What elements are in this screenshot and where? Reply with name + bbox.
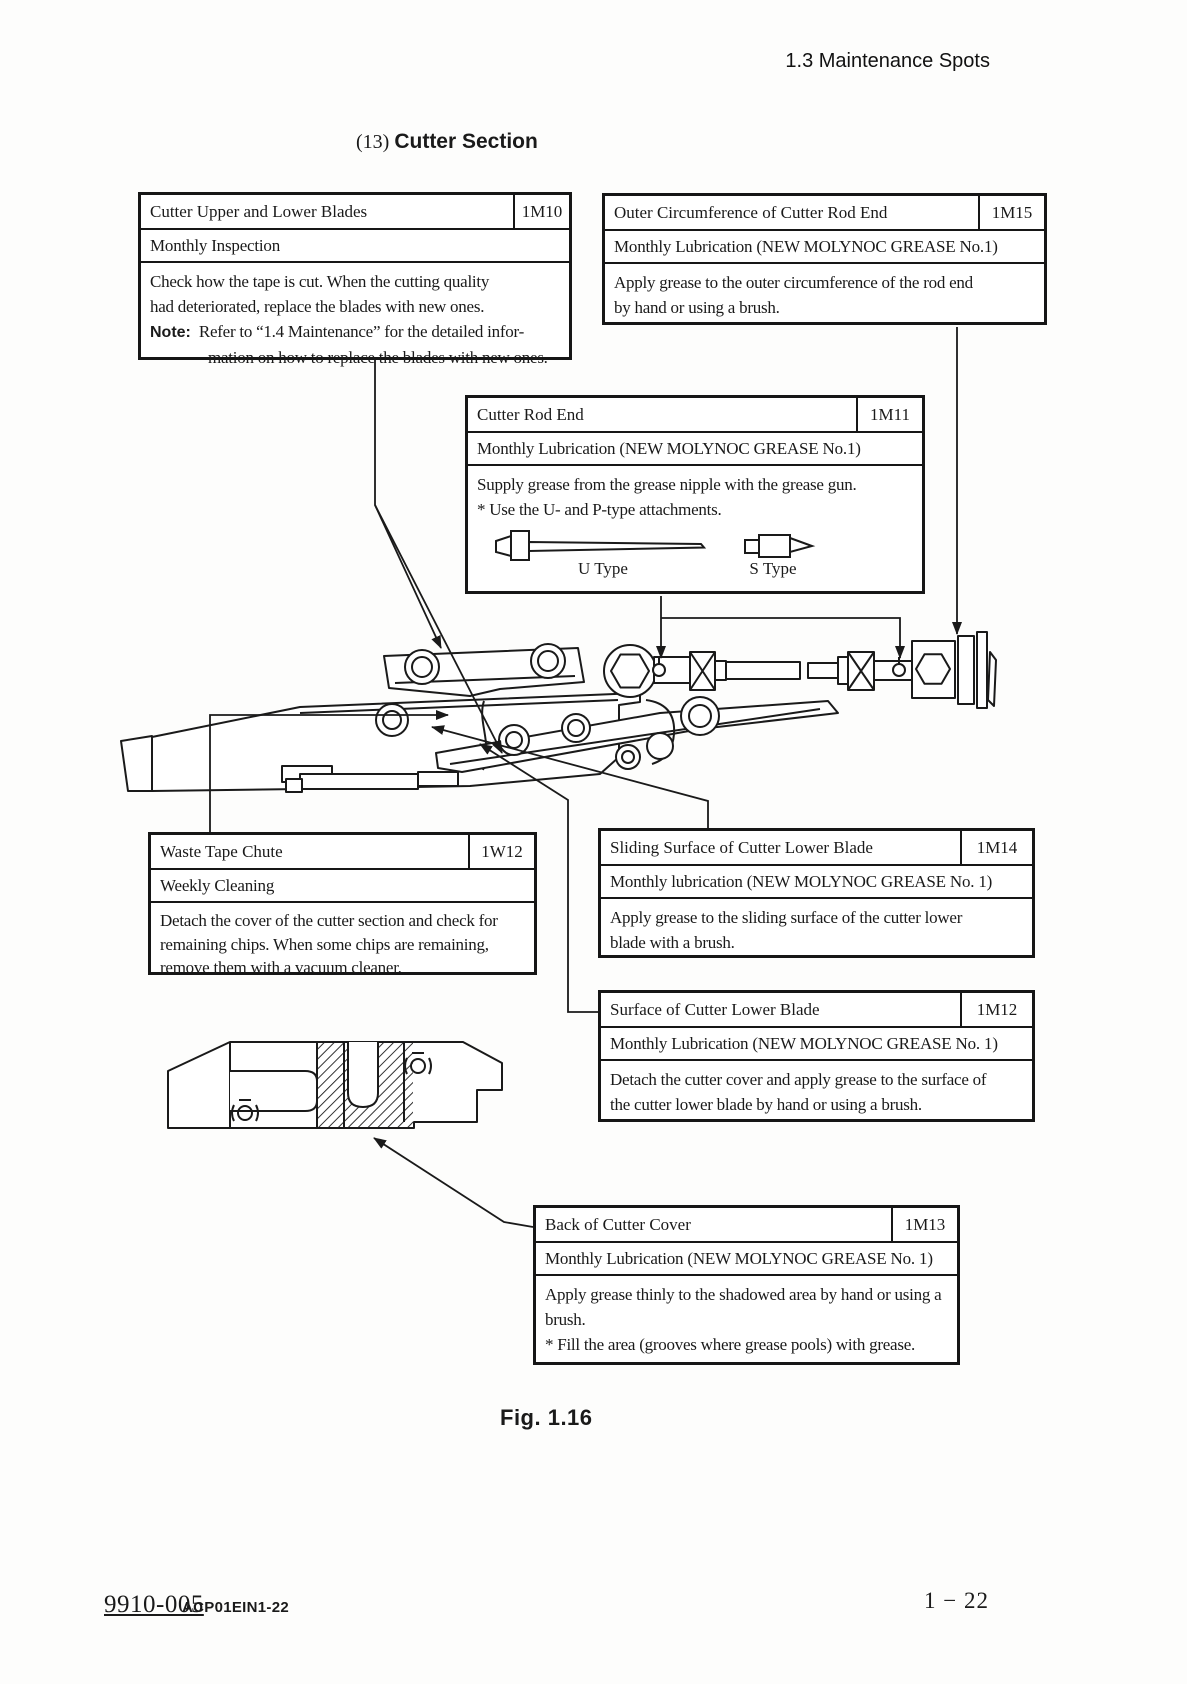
- body-line: Apply grease thinly to the shadowed area by hand or using a: [545, 1285, 942, 1304]
- box-schedule: Monthly Lubrication (NEW MOLYNOC GREASE No. 1): [536, 1243, 957, 1276]
- body-line: Check how the tape is cut. When the cutting quality: [150, 272, 490, 291]
- box-body: [605, 264, 1044, 324]
- body-line: Supply grease from the grease nipple with the grease gun.: [477, 475, 857, 494]
- box-title: Back of Cutter Cover: [545, 1215, 691, 1234]
- body-line: * Fill the area (grooves where grease pools) with grease.: [545, 1335, 916, 1354]
- body-line: brush.: [545, 1310, 586, 1329]
- body-line: remaining chips. When some chips are remaining,: [160, 934, 489, 954]
- box-sliding-surface-lower-blade: [598, 828, 1035, 958]
- box-title: Waste Tape Chute: [160, 842, 283, 861]
- section-number: (13): [356, 131, 390, 153]
- figure-caption: Fig. 1.16: [500, 1405, 593, 1430]
- u-type-label: U Type: [578, 559, 628, 578]
- cutter-cover-drawing: [168, 1042, 502, 1128]
- box-schedule: Monthly Inspection: [141, 230, 569, 263]
- box-title: Outer Circumference of Cutter Rod End: [614, 203, 888, 222]
- box-title: Sliding Surface of Cutter Lower Blade: [610, 838, 873, 857]
- note-label: Note:: [150, 324, 191, 341]
- box-schedule: Monthly Lubrication (NEW MOLYNOC GREASE No.1): [605, 231, 1044, 264]
- body-line: remove them with a vacuum cleaner.: [160, 958, 402, 977]
- box-code: 1M11: [856, 398, 922, 431]
- box-body: [468, 466, 922, 526]
- box-title: Cutter Rod End: [477, 405, 584, 424]
- body-line: had deteriorated, replace the blades with new ones.: [150, 297, 485, 316]
- s-type-label: S Type: [749, 559, 797, 578]
- box-schedule: Monthly lubrication (NEW MOLYNOC GREASE No. 1): [601, 866, 1032, 899]
- box-schedule: Monthly Lubrication (NEW MOLYNOC GREASE No. 1): [601, 1028, 1032, 1061]
- box-outer-circumference-rod-end: [602, 193, 1047, 325]
- box-title-row: [605, 196, 1044, 231]
- screw-mark-icon: [232, 1100, 258, 1121]
- screw-mark-icon: [405, 1053, 431, 1074]
- box-title-row: [536, 1208, 957, 1243]
- note-line: [150, 319, 563, 345]
- section-title: [356, 130, 538, 154]
- section-title-text: Cutter Section: [394, 130, 538, 153]
- box-back-of-cutter-cover: [533, 1205, 960, 1365]
- box-title: Cutter Upper and Lower Blades: [150, 202, 368, 221]
- box-schedule: Monthly Lubrication (NEW MOLYNOC GREASE No.1): [468, 433, 922, 466]
- box-title-row: [601, 831, 1032, 866]
- body-line: Detach the cutter cover and apply grease to the surface of: [610, 1070, 987, 1089]
- box-schedule: Weekly Cleaning: [151, 870, 534, 903]
- box-body: [151, 903, 534, 984]
- body-line: * Use the U- and P-type attachments.: [477, 500, 722, 519]
- page-header: 1.3 Maintenance Spots: [785, 50, 990, 72]
- body-line: blade with a brush.: [610, 933, 735, 952]
- note-text: Refer to “1.4 Maintenance” for the detailed infor-: [198, 322, 525, 341]
- box-code: 1M13: [891, 1208, 957, 1241]
- box-title-row: [468, 398, 922, 433]
- box-waste-tape-chute: [148, 832, 537, 975]
- box-body: [536, 1276, 957, 1361]
- body-line: the cutter lower blade by hand or using a brush.: [610, 1095, 922, 1114]
- box-cutter-rod-end: [465, 395, 925, 594]
- cutter-mechanism-drawing: [121, 632, 996, 792]
- note-line: mation on how to replace the blades with new ones.: [208, 348, 548, 367]
- box-code: 1M15: [978, 196, 1044, 229]
- box-surface-lower-blade: [598, 990, 1035, 1122]
- box-title-row: [601, 993, 1032, 1028]
- box-title-row: [151, 835, 534, 870]
- footer-page-number: 1 − 22: [924, 1588, 989, 1613]
- box-body: [601, 1061, 1032, 1121]
- box-title: Surface of Cutter Lower Blade: [610, 1000, 820, 1019]
- box-code: 1M10: [513, 195, 569, 228]
- box-code: 1M12: [960, 993, 1032, 1026]
- footer-doc-code: ACP01EIN1-22: [182, 1599, 289, 1616]
- box-code: 1W12: [468, 835, 534, 868]
- body-line: Apply grease to the outer circumference of the rod end: [614, 273, 973, 292]
- box-body: [601, 899, 1032, 959]
- body-line: by hand or using a brush.: [614, 298, 780, 317]
- box-code: 1M14: [960, 831, 1032, 864]
- box-cutter-upper-lower-blades: [138, 192, 572, 367]
- box-body: [141, 263, 569, 374]
- body-line: Apply grease to the sliding surface of the cutter lower: [610, 908, 963, 927]
- box-title-row: [141, 195, 569, 230]
- body-line: Detach the cover of the cutter section and check for: [160, 911, 498, 930]
- footer-doc-number: 9910-005: [104, 1591, 204, 1618]
